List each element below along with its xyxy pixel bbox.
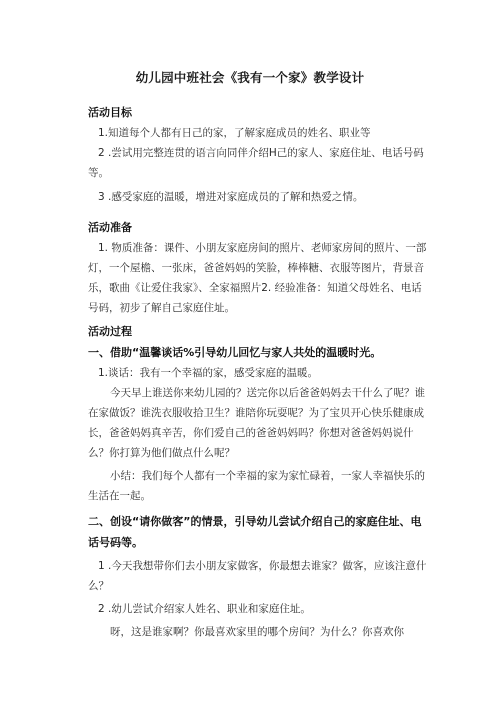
step2-title: 二、创设“请你做客”的情景，引导幼儿尝试介绍自己的家庭住址、电话号码等。 (88, 515, 422, 549)
step1-questions: 今天早上谁送你来幼儿园的？送完你以后爸爸妈妈去干什么了呢？谁在家做饭？谁洗衣服收拾卫生？谁陪你玩耍呢？为了宝贝开心快乐健康成长，爸爸妈妈真辛苦，你们爱自己的爸爸妈妈吗？你想对爸爸妈妈说什么？你打算为他们做点什么呢？ (88, 387, 425, 459)
objective-item-2: 2 .尝试用完整连贯的语言向同伴介绍H己的家人、家庭住址、电话号码等。 (88, 147, 424, 179)
preparation-heading: 活动准备 (88, 221, 132, 234)
preparation-text: 1. 物质准备：课件、小朋友家庭房间的照片、老师家房间的照片、一部灯，一个屋檐、一张床，爸爸妈妈的笑脸，棒棒糖、衣服等图片，背景音乐，歌曲《让爱住我家》、全家福照片2. 经验准备：知道父母姓名、电话号码，初步了解自己家庭住址。 (88, 242, 427, 314)
process-heading: 活动过程 (88, 325, 132, 338)
step1-title: 一、借助“温馨谈话%引导幼儿回忆与家人共处的温暖时光。 (88, 346, 382, 359)
step2-item-1: 1 .今天我想带你们去小朋友家做客，你最想去谁家？做客，应该注意什么？ (88, 560, 427, 592)
objectives-heading: 活动目标 (88, 106, 132, 119)
step1-summary: 小结：我们每个人都有一个幸福的家为家忙碌着，一家人幸福快乐的生活在一起。 (88, 470, 425, 502)
objectives-section (88, 103, 428, 207)
step1-talk: 1.谈话：我有一个幸福的家，感受家庭的温暖。 (98, 367, 319, 379)
document-title: 幼儿园中班社会《我有一个家》教学设计 (135, 70, 365, 85)
objective-item-1: 1.知道每个人都有日己的家，了解家庭成员的姓名、职业等 (98, 127, 371, 139)
preparation-section (88, 218, 428, 318)
step2-item-2: 2 .幼儿尝试介绍家人姓名、职业和家庭住址。 (98, 603, 311, 615)
process-section (88, 322, 428, 642)
step2-dialog: 呀，这是谁家啊？你最喜欢家里的哪个房间？为什么？你喜欢你 (110, 626, 404, 638)
objective-item-3: 3 .感受家庭的温暖，增进对家庭成员的了解和热爱之情。 (98, 191, 364, 203)
